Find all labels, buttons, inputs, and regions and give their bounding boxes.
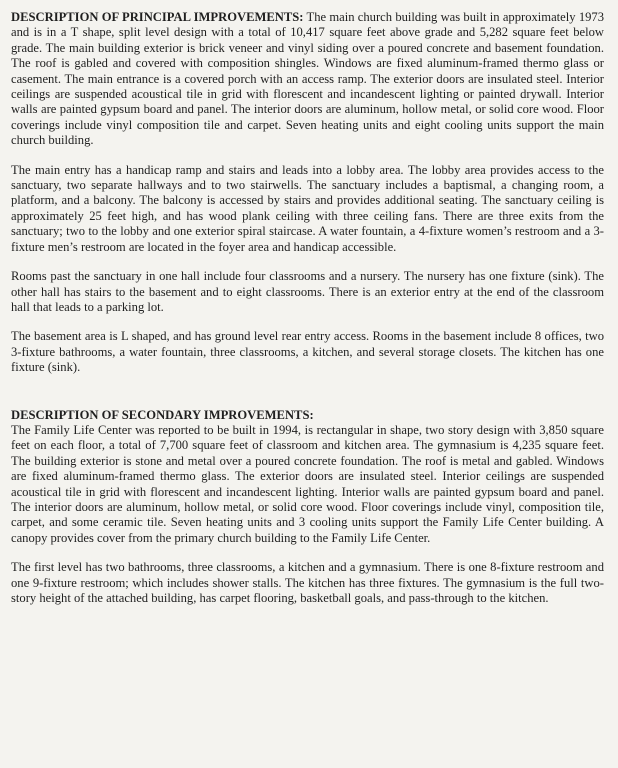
secondary-paragraph-1-text: The Family Life Center was reported to be built in 1994, is rectangular in shape, two story design with 3,850 square feet on each floor, a total of 7,700 square feet of classroom and kitchen area. The gymnasium is 4,235 square feet. The building exterior is stone and metal over a poured concrete foundation. The roof is metal and gabled. Windows are fixed aluminum-framed thermo glass. The exterior doors are insulated steel. Interior ceilings are suspended acoustical tile in grid with florescent and incandescent lighting. Interior walls are painted gypsum board and panel. The interior doors are aluminum, hollow metal, or solid core wood. Floor coverings include vinyl, composition tile, carpet, and some ceramic tile. Seven heating units and 3 cooling units support the Family Life Center building. A canopy provides cover from the primary church building to the Family Life Center. bbox=[11, 422, 604, 545]
secondary-improvements-section bbox=[11, 408, 604, 607]
section-spacer bbox=[11, 390, 604, 408]
secondary-paragraph-2: The first level has two bathrooms, three classrooms, a kitchen and a gymnasium. There is one 8-fixture restroom and one 9-fixture restroom; which includes shower stalls. The kitchen has three fixtures. The gymnasium is the full two-story height of the attached building, has carpet flooring, basketball goals, and pass-through to the kitchen. bbox=[11, 560, 604, 605]
principal-paragraph-4: The basement area is L shaped, and has ground level rear entry access. Rooms in the basement include 8 offices, two 3-fixture bathrooms, a water fountain, three classrooms, a kitchen, and several storage closets. The kitchen has one fixture (sink). bbox=[11, 329, 604, 375]
principal-improvements-heading: DESCRIPTION OF PRINCIPAL IMPROVEMENTS: bbox=[11, 10, 304, 24]
secondary-improvements-heading: DESCRIPTION OF SECONDARY IMPROVEMENTS: bbox=[11, 407, 314, 422]
secondary-paragraph-1 bbox=[11, 408, 604, 547]
principal-paragraph-2: The main entry has a handicap ramp and stairs and leads into a lobby area. The lobby area provides access to the sanctuary, two separate hallways and to two stairwells. The sanctuary includes a baptismal, a changing room, a platform, and a balcony. The balcony is accessed by stairs and provides additional seating. The sanctuary ceiling is approximately 25 feet high, and has wood plank ceiling with three ceiling fans. There are three exits from the sanctuary; two to the lobby and one exterior spiral staircase. A water fountain, a 4-fixture women’s restroom and a 3-fixture men’s restroom are located in the foyer area and handicap accessible. bbox=[11, 162, 604, 254]
principal-improvements-section bbox=[11, 10, 604, 376]
principal-paragraph-1-text: The main church building was built in approximately 1973 and is in a T shape, split level design with a total of 10,417 square feet above grade and 5,282 square feet below grade. The main building exterior is brick veneer and vinyl siding over a poured concrete and basement foundation. The roof is gabled and covered with composition shingles. Windows are fixed aluminum-framed thermo glass or casement. The main entrance is a covered porch with an access ramp. The exterior doors are insulated steel. Interior ceilings are suspended acoustical tile in grid with florescent and incandescent lighting or painted drywall. Interior walls are painted gypsum board and panel. The interior doors are aluminum, hollow metal, or solid core wood. Floor coverings include vinyl composition tile and carpet. Seven heating units and eight cooling units support the main church building. bbox=[11, 10, 605, 148]
principal-paragraph-3: Rooms past the sanctuary in one hall include four classrooms and a nursery. The nursery has one fixture (sink). The other hall has stairs to the basement and to eight classrooms. There is an exterior entry at the end of the classroom hall that leads to a parking lot. bbox=[11, 269, 604, 314]
principal-paragraph-1 bbox=[11, 10, 604, 149]
